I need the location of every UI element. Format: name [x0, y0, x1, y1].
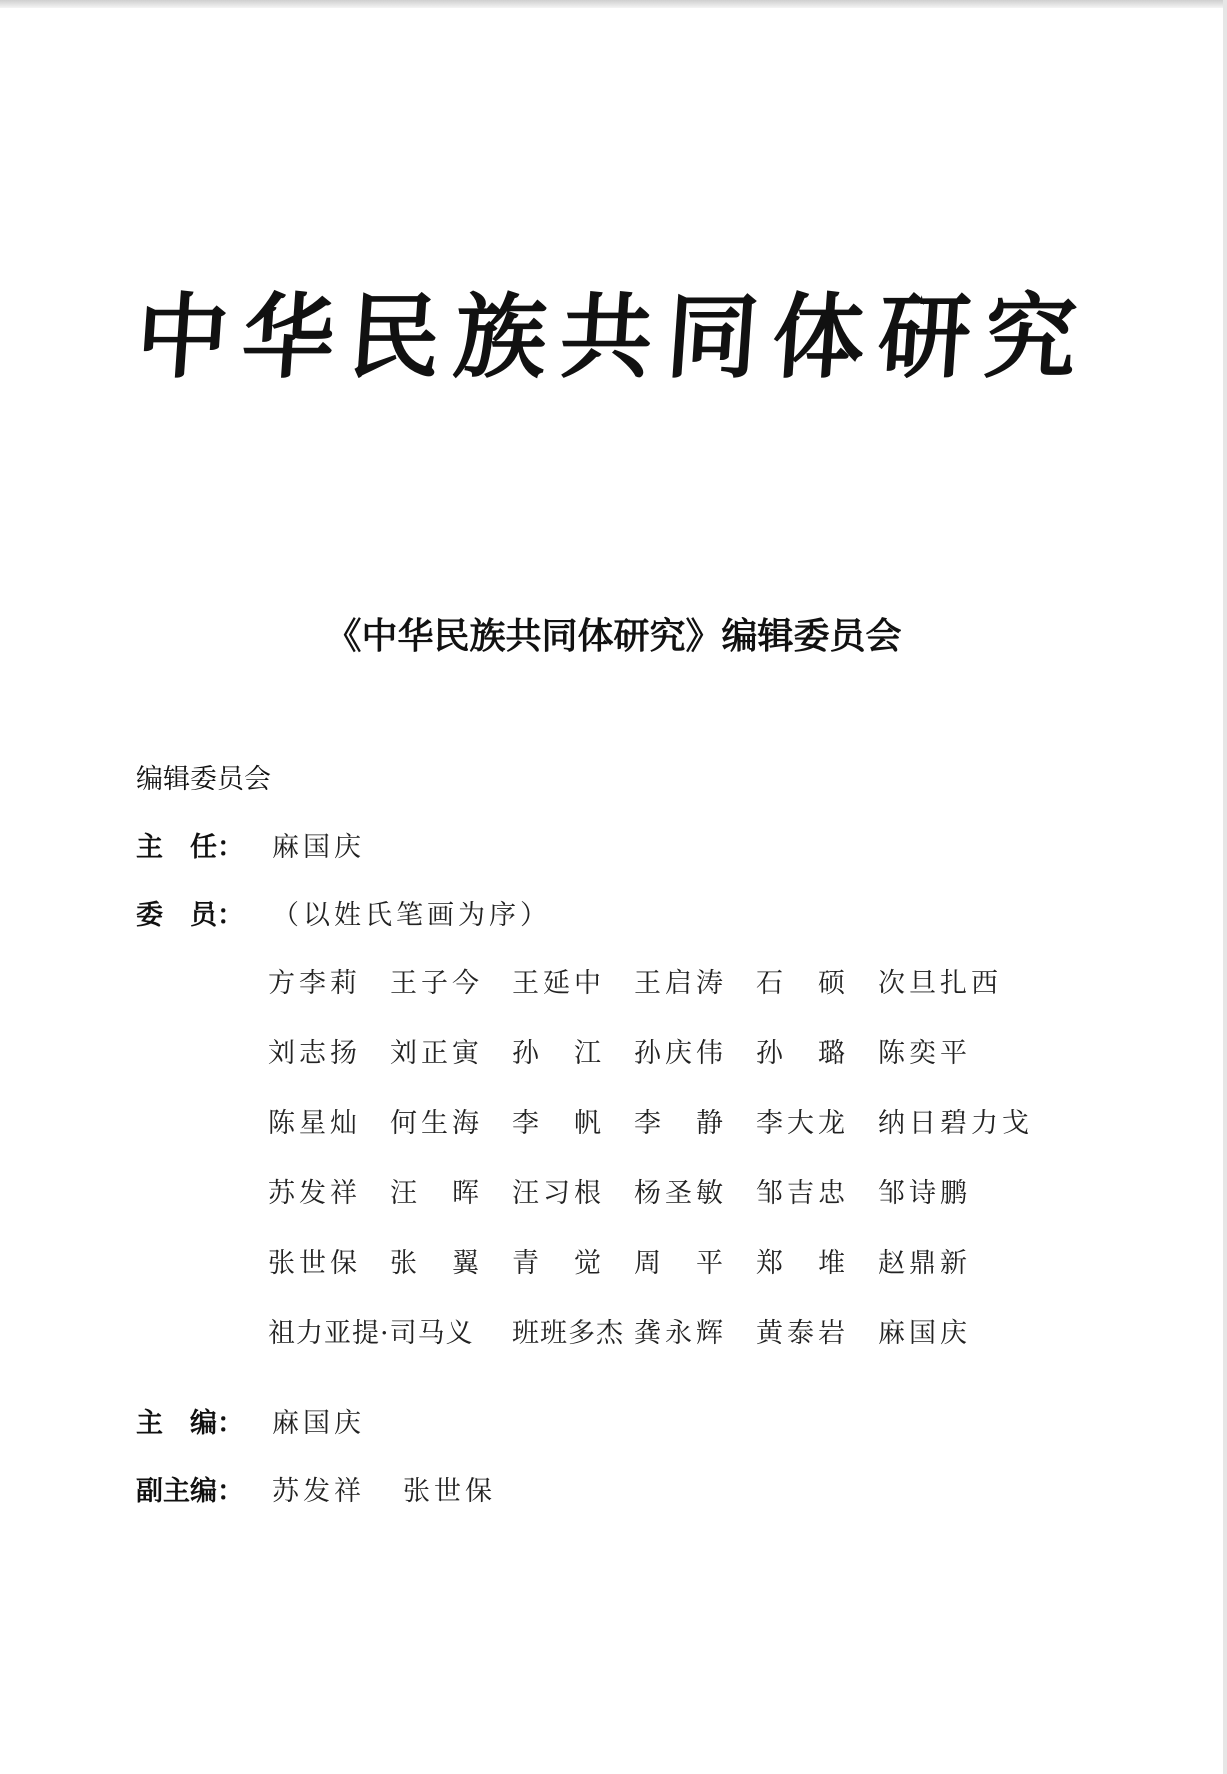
member-name: 周 平 — [634, 1248, 727, 1279]
member-name: 王延中 — [512, 968, 605, 999]
members-row — [268, 1032, 1088, 1102]
member-name: 陈奕平 — [878, 1038, 971, 1069]
member-name: 班班多杰 — [512, 1318, 624, 1349]
members-row — [268, 962, 1088, 1032]
member-name: 张世保 — [268, 1248, 361, 1279]
member-name: 孙 江 — [512, 1038, 605, 1069]
member-name: 李大龙 — [756, 1108, 849, 1139]
member-name: 张 翼 — [390, 1248, 483, 1279]
members-row — [268, 1312, 1088, 1382]
deputy-editor-name: 张世保 — [403, 1476, 496, 1507]
member-name: 李 静 — [634, 1108, 727, 1139]
member-name: 孙庆伟 — [634, 1038, 727, 1069]
member-name: 杨圣敏 — [634, 1178, 727, 1209]
member-name: 陈星灿 — [268, 1108, 361, 1139]
members-order-note: （以姓氏笔画为序） — [272, 900, 551, 931]
member-name: 邹诗鹏 — [878, 1178, 971, 1209]
section-heading: 编辑委员会 — [136, 764, 271, 795]
members-row — [268, 1242, 1088, 1312]
member-name: 何生海 — [390, 1108, 483, 1139]
member-name: 王子今 — [390, 968, 483, 999]
member-name: 石 硕 — [756, 968, 849, 999]
member-name: 赵鼎新 — [878, 1248, 971, 1279]
deputy-editor-name: 苏发祥 — [272, 1476, 365, 1507]
chief-editor-label: 主 编： — [136, 1408, 244, 1439]
deputy-editors-label: 副主编： — [136, 1476, 244, 1507]
chief-editor-name: 麻国庆 — [272, 1408, 365, 1439]
member-name: 汪习根 — [512, 1178, 605, 1209]
member-name: 纳日碧力戈 — [878, 1108, 1033, 1139]
member-name: 邹吉忠 — [756, 1178, 849, 1209]
member-name: 祖力亚提·司马义 — [268, 1318, 474, 1349]
journal-title: 中华民族共同体研究 — [132, 283, 1095, 391]
director-label: 主 任： — [136, 832, 244, 863]
member-name: 麻国庆 — [878, 1318, 971, 1349]
member-name: 龚永辉 — [634, 1318, 727, 1349]
member-name: 苏发祥 — [268, 1178, 361, 1209]
page-top-edge — [0, 0, 1227, 8]
page-right-edge — [1223, 0, 1227, 1774]
member-name: 王启涛 — [634, 968, 727, 999]
members-row — [268, 1102, 1088, 1172]
member-name: 次旦扎西 — [878, 968, 1002, 999]
director-name: 麻国庆 — [272, 832, 365, 863]
member-name: 青 觉 — [512, 1248, 605, 1279]
member-name: 刘志扬 — [268, 1038, 361, 1069]
committee-title: 《中华民族共同体研究》编辑委员会 — [325, 616, 902, 657]
member-name: 汪 晖 — [390, 1178, 483, 1209]
member-name: 孙 璐 — [756, 1038, 849, 1069]
members-row — [268, 1172, 1088, 1242]
deputy-editors-names — [272, 1470, 534, 1514]
members-list — [268, 962, 1088, 1382]
member-name: 方李莉 — [268, 968, 361, 999]
member-name: 李 帆 — [512, 1108, 605, 1139]
member-name: 郑 堆 — [756, 1248, 849, 1279]
member-name: 黄泰岩 — [756, 1318, 849, 1349]
member-name: 刘正寅 — [390, 1038, 483, 1069]
members-label: 委 员： — [136, 900, 244, 931]
